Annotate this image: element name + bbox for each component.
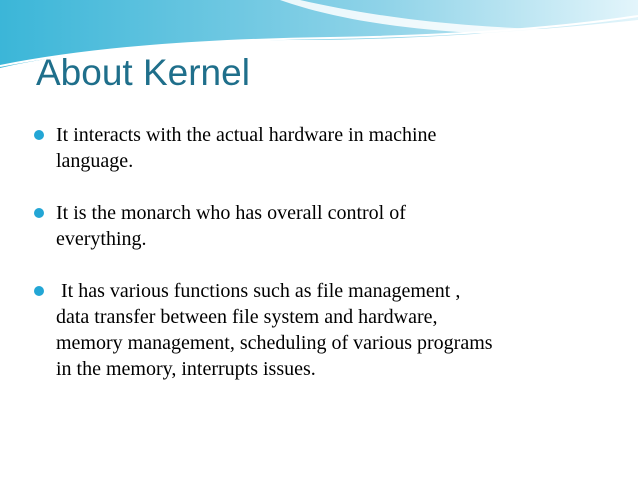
slide-title: About Kernel bbox=[36, 52, 250, 93]
bullet-text: It has various functions such as file management , data transfer between file system and hardware, memory management, scheduling of various programs in the memory, interrupts issues. bbox=[56, 280, 493, 380]
bullet-list bbox=[34, 122, 614, 382]
bullet-text: It interacts with the actual hardware in machine language. bbox=[56, 124, 437, 172]
bullet-item bbox=[34, 200, 614, 252]
bullet-icon bbox=[34, 208, 44, 218]
bullet-text: It is the monarch who has overall control of everything. bbox=[56, 202, 406, 250]
bullet-icon bbox=[34, 130, 44, 140]
bullet-item bbox=[34, 278, 614, 382]
bullet-item bbox=[34, 122, 614, 174]
bullet-icon bbox=[34, 286, 44, 296]
